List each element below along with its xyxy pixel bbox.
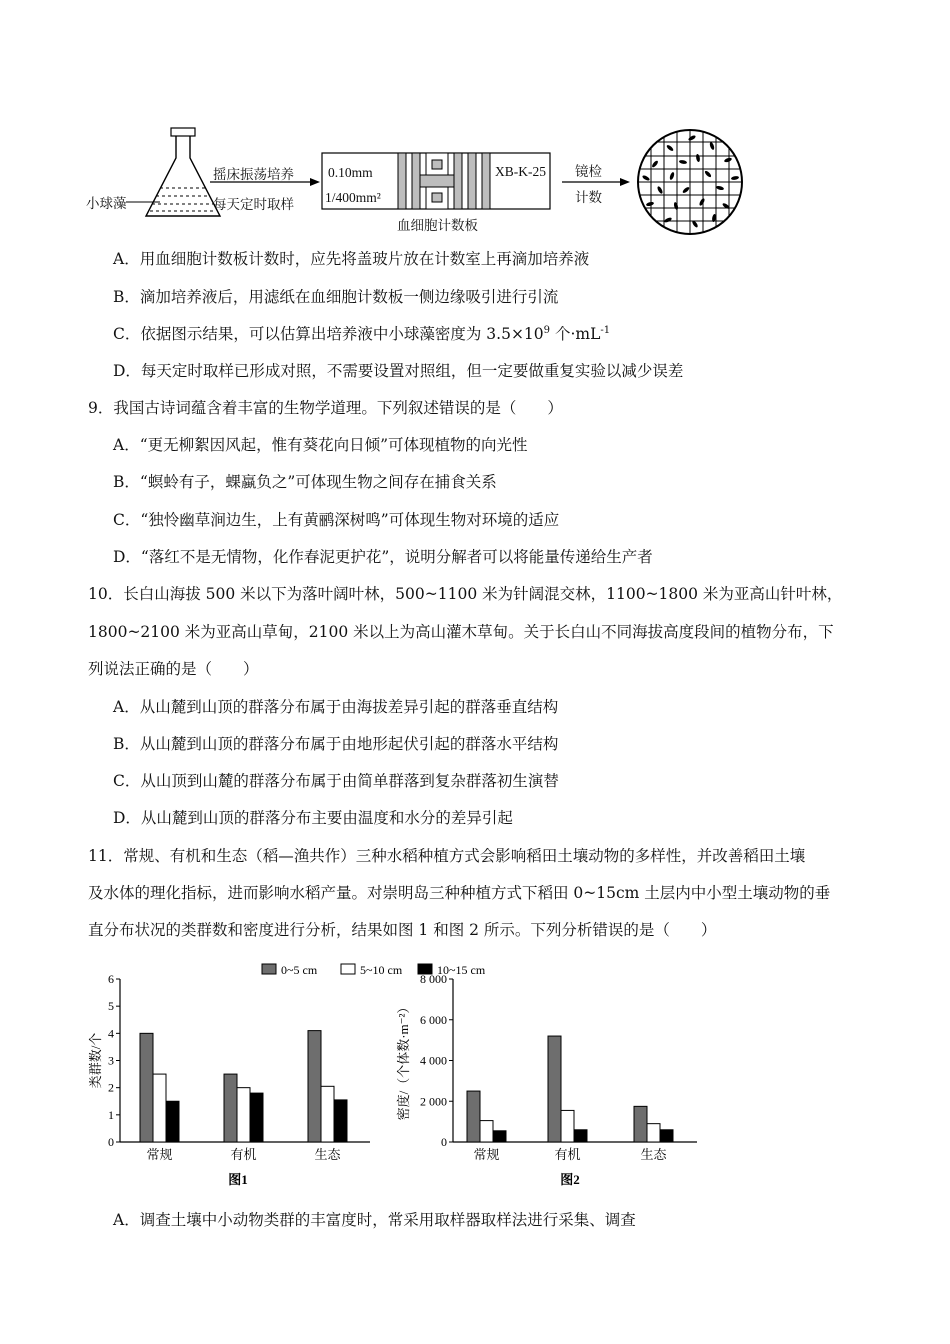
bar-有机-5~10cm [237, 1088, 250, 1142]
bar-常规-5~10cm [480, 1121, 493, 1142]
y-tick-label: 3 [108, 1053, 114, 1068]
legend-swatch-5-10cm [341, 964, 355, 974]
chart-legend [262, 963, 486, 977]
q8-option-a: A．用血细胞计数板计数时，应先将盖玻片放在计数室上再滴加培养液 [113, 250, 590, 268]
chart-title: 图1 [228, 1172, 248, 1187]
q10-stem-line1: 10．长白山海拔 500 米以下为落叶阔叶林，500~1100 米为针阔混交林，1100~1800 米为亚高山针叶林， [88, 585, 843, 603]
x-tick-label: 生态 [640, 1147, 667, 1162]
bar-生态-10~15cm [660, 1130, 673, 1142]
legend-swatch-0-5cm [262, 964, 276, 974]
bar-生态-5~10cm [321, 1086, 334, 1142]
q8-option-c: C．依据图示结果，可以估算出培养液中小球藻密度为 $3.5\times 10^9$ 个$\cdot mL^{-1}$ [113, 324, 611, 343]
y-tick-label: 2 000 [420, 1094, 447, 1109]
y-tick-label: 6 000 [420, 1012, 447, 1027]
chamber-code-label: XB-K-25 [495, 164, 546, 179]
y-tick-label: 0 [441, 1135, 447, 1149]
bar-生态-0~5cm [634, 1106, 647, 1142]
bar-常规-10~15cm [493, 1131, 506, 1142]
bar-有机-10~15cm [574, 1130, 587, 1142]
x-tick-label: 有机 [230, 1147, 257, 1162]
y-tick-label: 4 [108, 1026, 114, 1041]
q9-option-c: C．“独怜幽草涧边生，上有黄鹂深树鸣”可体现生物对环境的适应 [113, 511, 560, 529]
bar-charts [0, 955, 950, 1195]
flask-icon [126, 128, 220, 216]
y-tick-label: 1 [108, 1107, 114, 1122]
q10-option-a: A．从山麓到山顶的群落分布属于由海拔差异引起的群落垂直结构 [113, 698, 559, 716]
y-tick-label: 6 [108, 972, 114, 986]
legend-label-0-5cm: 0~5 cm [281, 963, 318, 977]
x-tick-label: 有机 [554, 1147, 581, 1162]
q11-stem-line3: 直分布状况的类群数和密度进行分析，结果如图 1 和图 2 所示。下列分析错误的是（ ） [88, 921, 717, 939]
chart-1 [88, 972, 370, 1187]
q11-stem-line2: 及水体的理化指标，进而影响水稻产量。对崇明岛三种种植方式下稻田 0~15cm 土层内中小型土壤动物的垂 [88, 884, 831, 902]
chamber-area-label: 1/400mm² [325, 190, 381, 205]
bar-常规-0~5cm [140, 1033, 153, 1142]
arrow1-top-label: 摇床振荡培养 [213, 167, 294, 182]
q9-option-b: B．“螟蛉有子，蜾蠃负之”可体现生物之间存在捕食关系 [113, 473, 497, 491]
y-tick-label: 8 000 [420, 972, 447, 986]
bar-常规-5~10cm [153, 1074, 166, 1142]
q10-option-c: C．从山顶到山麓的群落分布属于由简单群落到复杂群落初生演替 [113, 772, 559, 790]
bar-有机-10~15cm [250, 1093, 263, 1142]
q9-option-d: D．“落红不是无情物，化作春泥更护花”，说明分解者可以将能量传递给生产者 [113, 548, 653, 566]
bar-有机-0~5cm [548, 1036, 561, 1142]
y-tick-label: 0 [108, 1135, 114, 1149]
q8-option-d: D．每天定时取样已形成对照，不需要设置对照组，但一定要做重复实验以减少误差 [113, 362, 684, 380]
q9-option-a: A．“更无柳絮因风起，惟有葵花向日倾”可体现植物的向光性 [113, 436, 528, 454]
q11-stem-line1: 11．常规、有机和生态（稻—渔共作）三种水稻种植方式会影响稻田土壤动物的多样性，并改善稻田土壤 [88, 847, 806, 865]
x-tick-label: 生态 [314, 1147, 341, 1162]
chart-2 [396, 972, 697, 1187]
y-tick-label: 4 000 [420, 1053, 447, 1068]
legend-label-10-15cm: 10~15 cm [437, 963, 486, 977]
x-tick-label: 常规 [473, 1147, 500, 1162]
y-axis-label: 类群数/个 [88, 1032, 103, 1089]
y-tick-label: 5 [108, 999, 114, 1014]
arrow1-bottom-label: 每天定时取样 [213, 197, 294, 212]
q10-option-d: D．从山麓到山顶的群落分布主要由温度和水分的差异引起 [113, 809, 513, 827]
chamber-depth-label: 0.10mm [328, 165, 373, 180]
q11-option-a: A．调查土壤中小动物类群的丰富度时，常采用取样器取样法进行采集、调查 [113, 1211, 636, 1229]
bar-常规-10~15cm [166, 1101, 179, 1142]
arrow2-bottom-label: 计数 [575, 190, 602, 205]
flask-label: 小球藻 [86, 196, 127, 211]
chamber-caption: 血细胞计数板 [397, 218, 478, 233]
q10-stem-line3: 列说法正确的是（ ） [88, 660, 259, 678]
chart-title: 图2 [560, 1172, 580, 1187]
microscope-view-icon [638, 130, 742, 234]
legend-label-5-10cm: 5~10 cm [360, 963, 403, 977]
q8-option-b: B．滴加培养液后，用滤纸在血细胞计数板一侧边缘吸引进行引流 [113, 288, 559, 306]
bar-生态-5~10cm [647, 1124, 660, 1142]
x-tick-label: 常规 [146, 1147, 173, 1162]
q9-stem: 9．我国古诗词蕴含着丰富的生物学道理。下列叙述错误的是（ ） [88, 399, 563, 417]
bar-有机-5~10cm [561, 1110, 574, 1142]
q10-option-b: B．从山麓到山顶的群落分布属于由地形起伏引起的群落水平结构 [113, 735, 559, 753]
y-axis-label: 密度/（个体数·m⁻²） [396, 1000, 411, 1121]
bar-生态-0~5cm [308, 1031, 321, 1142]
bar-有机-0~5cm [224, 1074, 237, 1142]
arrow2-top-label: 镜检 [575, 164, 602, 179]
q10-stem-line2: 1800~2100 米为亚高山草甸，2100 米以上为高山灌木草甸。关于长白山不同海拔高度段间的植物分布，下 [88, 623, 834, 641]
bar-常规-0~5cm [467, 1091, 480, 1142]
y-tick-label: 2 [108, 1080, 114, 1095]
bar-生态-10~15cm [334, 1100, 347, 1142]
